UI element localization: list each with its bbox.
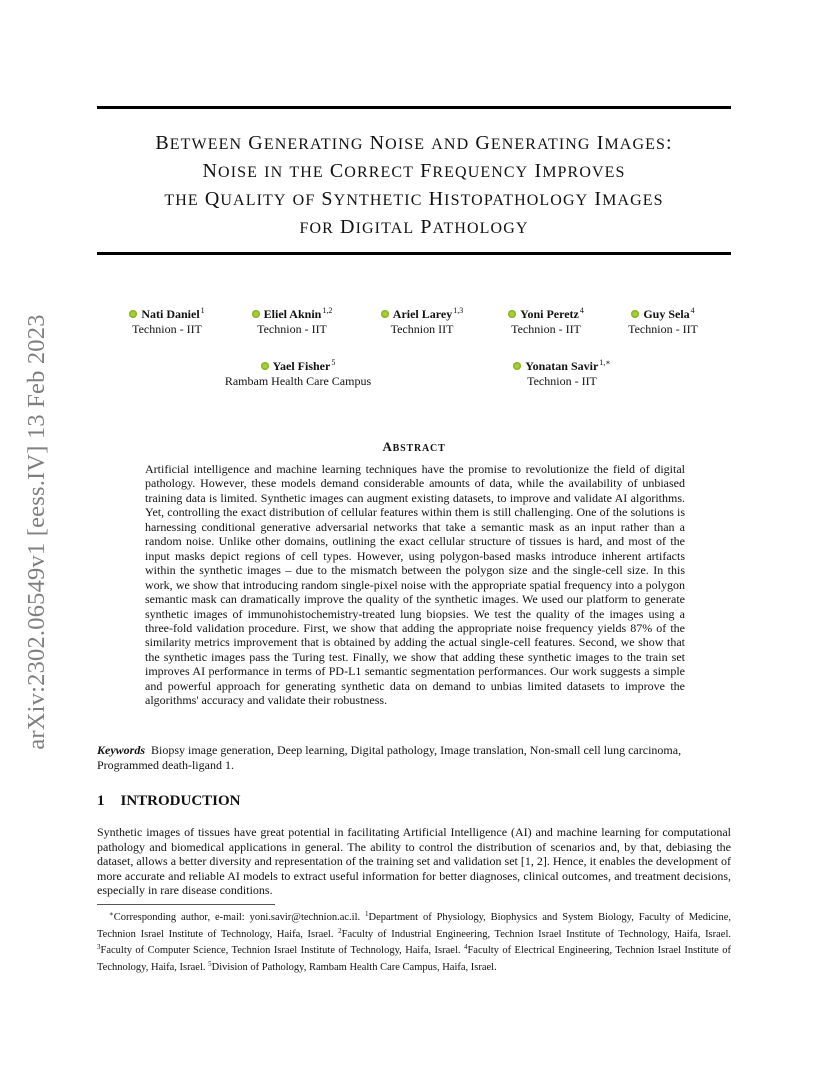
author-affiliation: Rambam Health Care Campus xyxy=(224,374,372,388)
title-line: FOR DIGITAL PATHOLOGY xyxy=(299,216,529,238)
author-block xyxy=(370,303,474,337)
author-block xyxy=(210,355,386,389)
author-name: Eliel Aknin xyxy=(263,307,322,321)
section-number: 1 xyxy=(97,793,105,809)
author-affiliation: Technion - IIT xyxy=(628,322,698,336)
author-affiliation: Technion - IIT xyxy=(132,322,202,336)
author-affiliation-mark: 4 xyxy=(579,306,584,315)
orcid-icon[interactable] xyxy=(381,310,389,318)
footnotes xyxy=(97,908,731,974)
author-affiliation-mark: 1,2 xyxy=(322,306,333,315)
keywords-label: Keywords xyxy=(97,743,145,757)
footnote-text: Division of Pathology, Rambam Health Care Campus, Haifa, Israel. xyxy=(211,961,497,973)
author-affiliation: Technion IIT xyxy=(390,322,454,336)
footnote-mark: 3 xyxy=(97,943,101,952)
author-affiliation-mark: 1 xyxy=(200,306,205,315)
author-affiliation: Technion - IIT xyxy=(527,374,597,388)
author-affiliation: Technion - IIT xyxy=(511,322,581,336)
author-block xyxy=(240,303,344,337)
footnote-text: Faculty of Electrical Engineering, Technion Israel Institute of Technology, Haifa, Israel. xyxy=(97,945,732,973)
intro-paragraph: Synthetic images of tissues have great potential in facilitating Artificial Intelligence (AI) and machine learning for computational pathology and biomedical applications in general. The ability to control the distribution of scenarios and, by that, debiasing the dataset, allows a better diversity and representation of the training set and validation set [1, 2]. Hence, it enables the development of more accurate and reliable AI models to extract useful information for better diagnoses, clinical outcomes, and treatment decisions, especially in rare disease conditions. xyxy=(97,825,731,897)
author-block xyxy=(502,355,622,389)
orcid-icon[interactable] xyxy=(631,310,639,318)
footnote-mark: 5 xyxy=(208,959,212,968)
footnote-mark: 4 xyxy=(463,943,468,952)
arxiv-stamp-text: arXiv:2302.06549v1 [eess.IV] 13 Feb 2023 xyxy=(23,314,50,750)
abstract-text: Artificial intelligence and machine learning techniques have the promise to revolutionize the field of digital pathology. However, these models demand considerable amounts of data, while the availability of unbiased training data is limited. Synthetic images can augment existing datasets, to improve and validate AI algorithms. Yet, controlling the exact distribution of cellular features within them is still challenging. One of the solutions is harnessing conditional generative adversarial networks that take a semantic mask as an input rather than a random noise. Unlike other domains, outlining the exact cellular structure of tissues is hard, and most of the input masks depict regions of cell types. However, using polygon-based masks introduce inherent artifacts within the synthetic images – due to the mismatch between the polygon size and the single-cell size. In this work, we show that introducing random single-pixel noise with the appropriate spatial frequency into a polygon semantic mask can dramatically improve the quality of the synthetic images. We used our platform to generate synthetic images of immunohistochemistry-treated lung biopsies. We test the quality of the images using a three-fold validation procedure. First, we show that adding the appropriate noise frequency yields 87% of the similarity metrics improvement that is obtained by adding the actual single-cell features. Second, we show that the synthetic images pass the Turing test. Finally, we show that adding these synthetic images to the train set improves AI performance in terms of PD-L1 semantic segmentation performances. Our work suggests a simple and powerful approach for generating synthetic data on demand to unbias limited datasets to improve the algorithms' accuracy and validate their robustness. xyxy=(145,462,685,708)
section-title: INTRODUCTION xyxy=(120,793,241,809)
footnote-text: Corresponding author, e-mail: yoni.savir@technion.ac.il. xyxy=(113,912,361,923)
author-block xyxy=(500,303,592,337)
author-affiliation-mark: 5 xyxy=(331,358,336,367)
orcid-icon[interactable] xyxy=(252,310,260,318)
footnote-mark: 1 xyxy=(365,910,369,918)
title-bottom-rule xyxy=(97,252,731,255)
author-affiliation-mark: 1,3 xyxy=(453,306,464,315)
author-block xyxy=(620,303,706,337)
footnote-text: Faculty of Industrial Engineering, Technion Israel Institute of Technology, Haifa, Israel. xyxy=(341,928,732,940)
author-name: Guy Sela xyxy=(643,307,690,321)
orcid-icon[interactable] xyxy=(129,310,137,318)
orcid-icon[interactable] xyxy=(513,362,521,370)
author-name: Yonatan Savir xyxy=(525,359,599,373)
orcid-icon[interactable] xyxy=(261,362,269,370)
author-name: Yoni Peretz xyxy=(520,307,579,321)
footnote-text: Faculty of Computer Science, Technion Israel Institute of Technology, Haifa, Israel. xyxy=(100,945,461,957)
section-heading xyxy=(97,793,241,810)
author-block xyxy=(122,303,212,337)
paper-title xyxy=(97,130,731,242)
footnote-rule xyxy=(97,904,275,905)
title-line: BETWEEN GENERATING NOISE AND GENERATING IMAGES: xyxy=(155,132,673,154)
author-name: Yael Fisher xyxy=(272,359,331,373)
footnote-mark: 2 xyxy=(338,926,342,935)
author-name: Ariel Larey xyxy=(392,307,453,321)
footnote-mark: ∗ xyxy=(109,910,114,918)
footnote-text: Department of Physiology, Biophysics and System Biology, Faculty of Medicine, Technion Israel Institute of Technology, Haifa, Israel. xyxy=(97,912,732,940)
title-top-rule xyxy=(97,106,731,109)
keywords-list: Biopsy image generation, Deep learning, Digital pathology, Image translation, Non-small cell lung carcinoma, Programmed death-ligand 1. xyxy=(97,743,682,772)
keywords-block xyxy=(97,743,731,773)
arxiv-identifier-stamp xyxy=(22,290,52,774)
author-name: Nati Daniel xyxy=(141,307,200,321)
title-line: NOISE IN THE CORRECT FREQUENCY IMPROVES xyxy=(202,160,626,182)
abstract-heading: ABSTRACT xyxy=(382,439,446,454)
orcid-icon[interactable] xyxy=(508,310,516,318)
author-affiliation-mark: 4 xyxy=(690,306,695,315)
author-affiliation: Technion - IIT xyxy=(257,322,327,336)
author-affiliation-mark: 1,∗ xyxy=(599,358,611,367)
title-line: THE QUALITY OF SYNTHETIC HISTOPATHOLOGY IMAGES xyxy=(164,188,664,210)
